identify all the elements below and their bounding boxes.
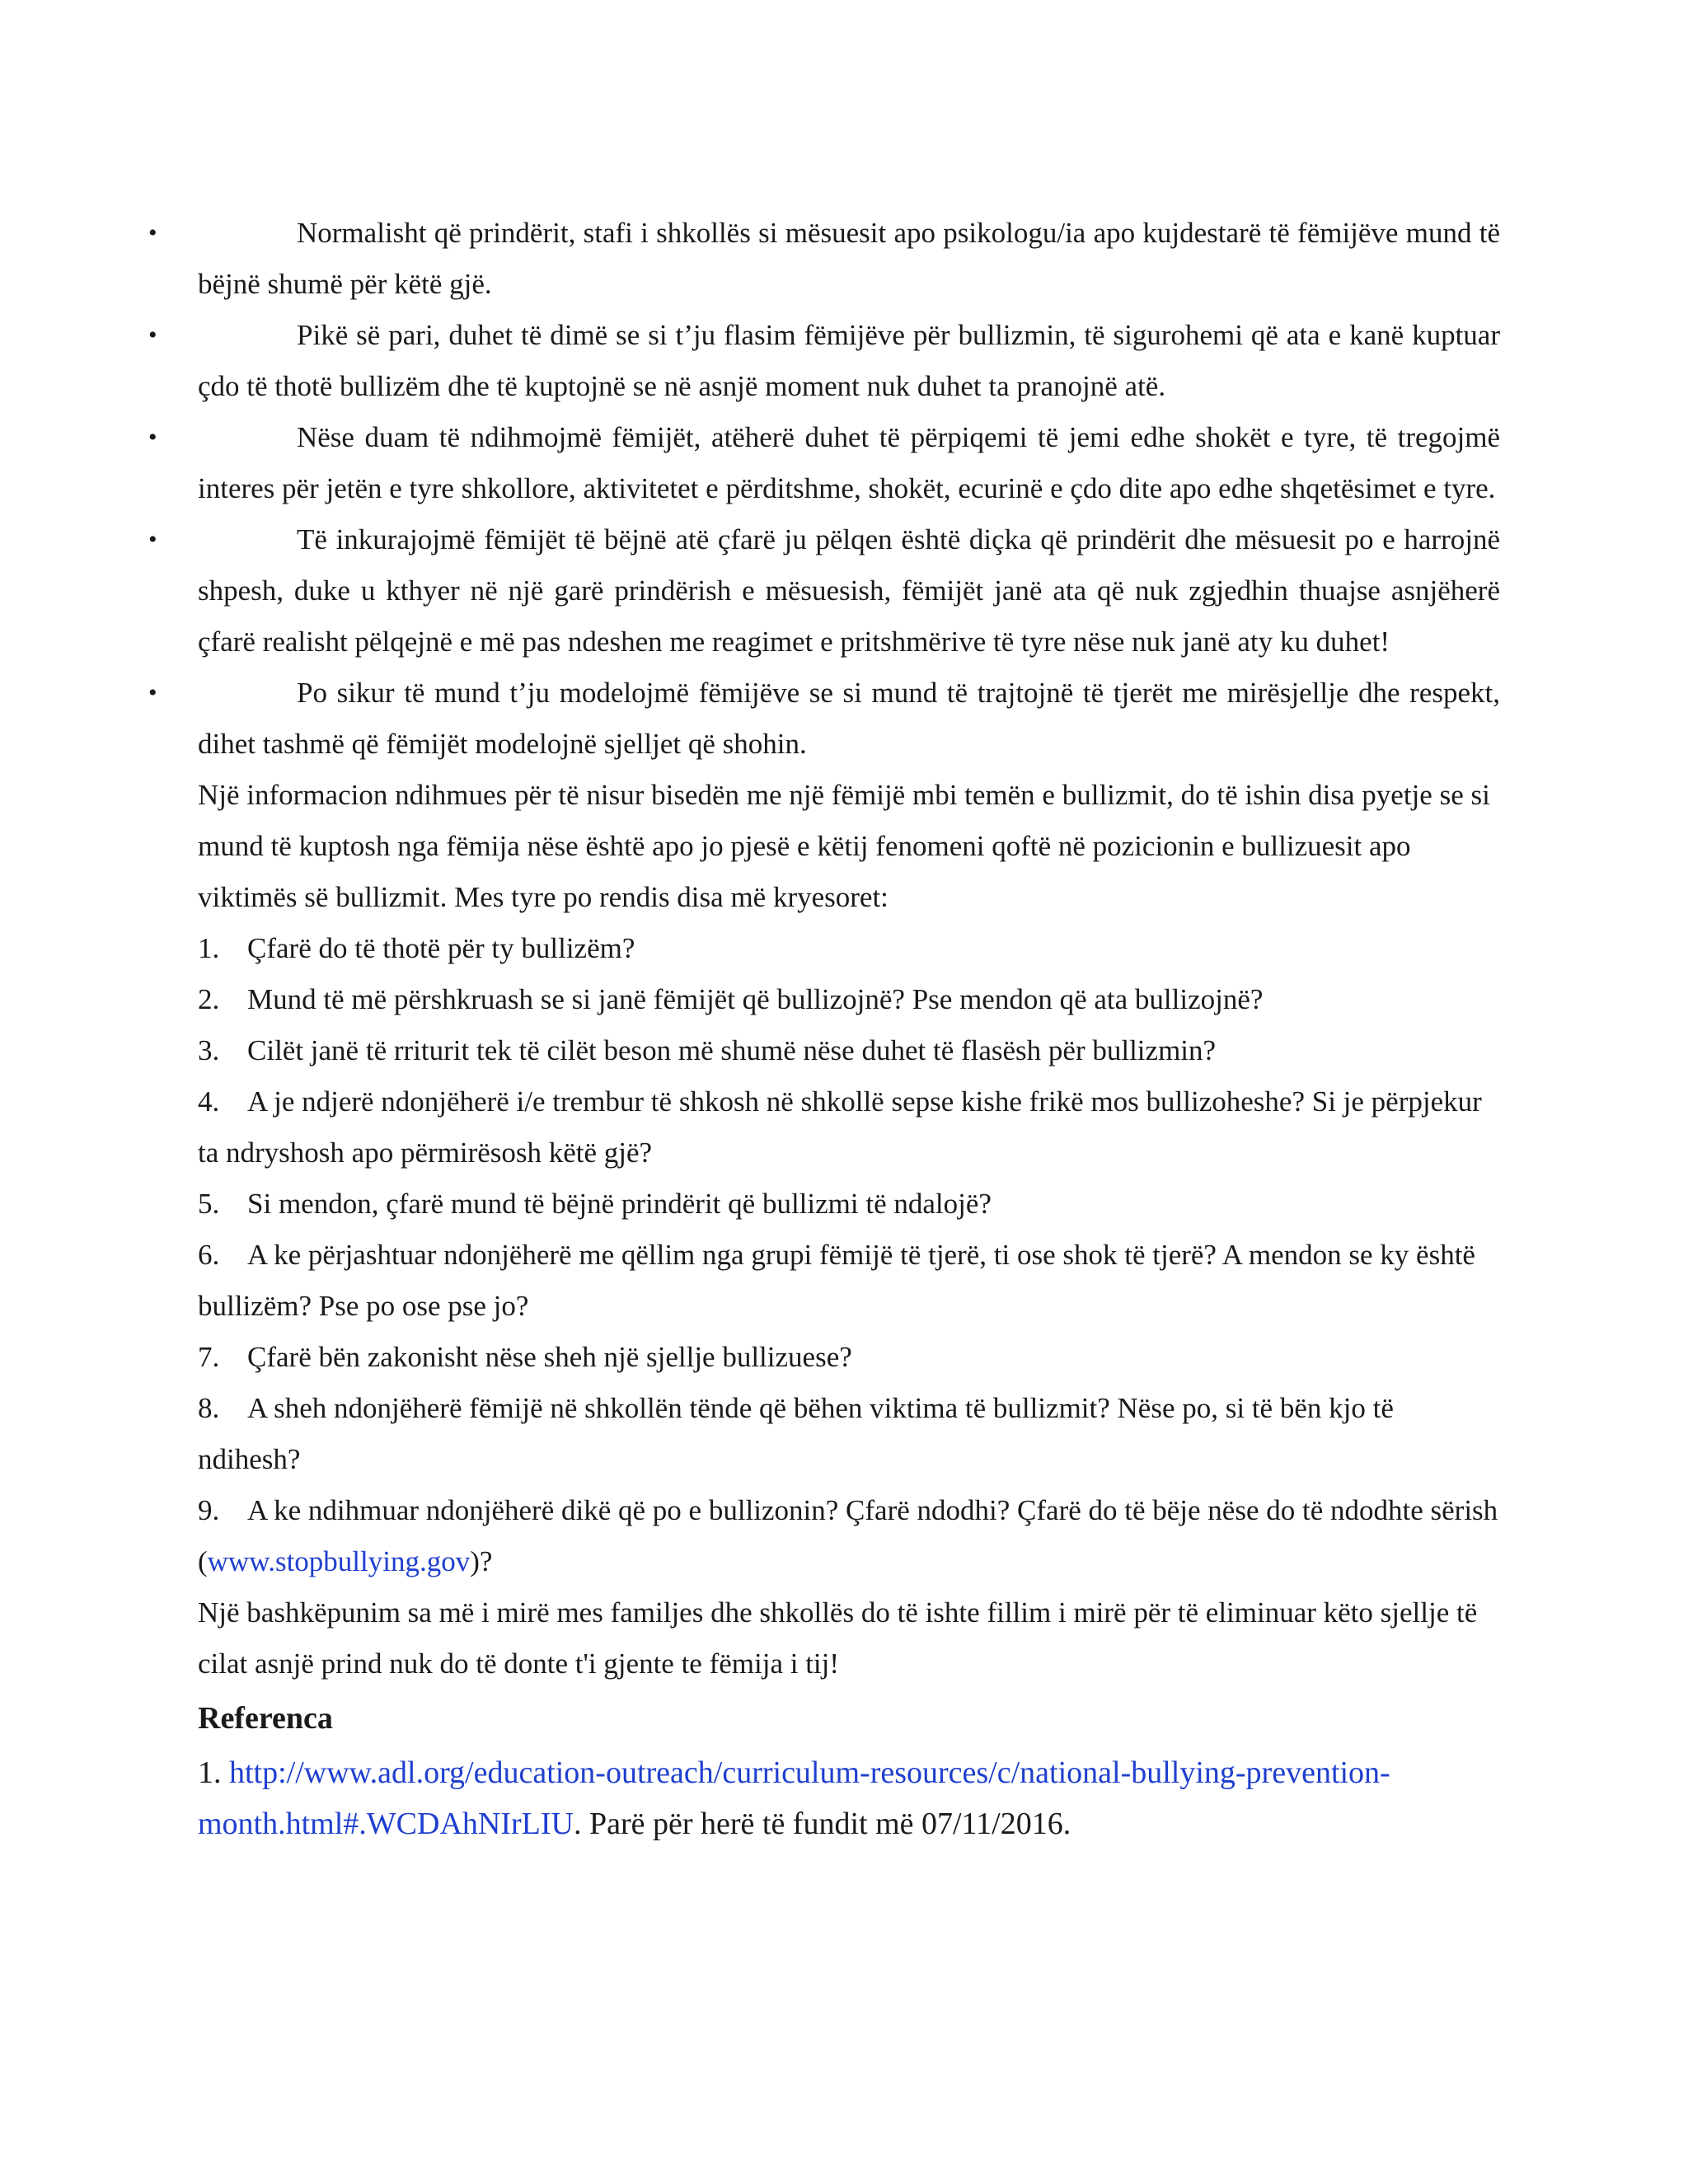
question-number: 8.	[198, 1392, 220, 1424]
question-list	[198, 923, 1500, 1587]
question-number: 3.	[198, 1034, 220, 1066]
bullet-item	[148, 208, 1500, 310]
bullet-icon: •	[148, 321, 157, 349]
question-item	[198, 1485, 1500, 1587]
question-item	[198, 1332, 1500, 1383]
question-number: 6.	[198, 1239, 220, 1271]
bullet-icon: •	[148, 679, 157, 706]
stopbullying-link[interactable]: www.stopbullying.gov	[207, 1545, 471, 1577]
bullet-icon: •	[148, 424, 157, 451]
bullet-item	[148, 310, 1500, 412]
question-text: Çfarë bën zakonisht nëse sheh një sjellje bullizuese?	[247, 1341, 852, 1373]
bullet-icon: •	[148, 526, 157, 553]
question-item	[198, 1383, 1500, 1485]
question-text: Cilët janë të rriturit tek të cilët beson më shumë nëse duhet të flasësh për bullizmin?	[247, 1034, 1217, 1066]
question-number: 2.	[198, 983, 220, 1015]
reference-heading: Referenca	[198, 1701, 333, 1736]
question-text: Mund të më përshkruash se si janë fëmijët që bullizojnë? Pse mendon që ata bullizojnë?	[247, 983, 1264, 1015]
bullet-text: Të inkurajojmë fëmijët të bëjnë atë çfarë ju pëlqen është diçka që prindërit dhe mësuesit po e harrojnë shpesh, duke u kthyer në një garë prindërish e mësuesish, fëmijët janë ata që nuk zgjedhin thuajse asnjëherë çfarë realisht pëlqejnë e më pas ndeshen me reagimet e pritshmërive të tyre nëse nuk janë aty ku duhet!	[198, 523, 1500, 658]
question-text: A ke ndihmuar ndonjëherë dikë që po e bullizonin? Çfarë ndodhi? Çfarë do të bëje nëse do të ndodhte sërish (	[198, 1494, 1498, 1577]
closing-paragraph: Një bashkëpunim sa më i mirë mes familjes dhe shkollës do të ishte fillim i mirë për të eliminuar këto sjellje të cilat asnjë prind nuk do të donte t'i gjente te fëmija i tij!	[198, 1596, 1478, 1680]
bullet-item	[148, 514, 1500, 668]
bullet-item	[148, 412, 1500, 514]
reference-link[interactable]: http://www.adl.org/education-outreach/curriculum-resources/c/national-bullying-prevention-month.html#.WCDAhNIrLIU	[198, 1755, 1390, 1841]
question-text: Çfarë do të thotë për ty bullizëm?	[247, 932, 635, 964]
question-text: A je ndjerë ndonjëherë i/e trembur të shkosh në shkollë sepse kishe frikë mos bullizoheshe? Si je përpjekur ta ndryshosh apo përmirësosh këtë gjë?	[198, 1085, 1482, 1169]
question-number: 9.	[198, 1494, 220, 1526]
reference-item	[198, 1747, 1500, 1849]
question-number: 4.	[198, 1085, 220, 1118]
intro-paragraph: Një informacion ndihmues për të nisur bisedën me një fëmijë mbi temën e bullizmit, do të ishin disa pyetje se si mund të kuptosh nga fëmija nëse është apo jo pjesë e këtij fenomeni qoftë në pozicionin e bullizuesit apo viktimës së bullizmit. Mes tyre po rendis disa më kryesoret:	[198, 779, 1490, 913]
question-text: Si mendon, çfarë mund të bëjnë prindërit që bullizmi të ndalojë?	[247, 1188, 992, 1220]
question-item	[198, 1179, 1500, 1230]
bullet-item	[148, 668, 1500, 770]
bullet-list	[148, 208, 1500, 770]
bullet-text: Nëse duam të ndihmojmë fëmijët, atëherë duhet të përpiqemi të jemi edhe shokët e tyre, të tregojmë interes për jetën e tyre shkollore, aktivitetet e përditshme, shokët, ecurinë e çdo dite apo edhe shqetësimet e tyre.	[198, 421, 1500, 504]
question-item	[198, 974, 1500, 1025]
question-number: 1.	[198, 932, 220, 964]
bullet-text: Normalisht që prindërit, stafi i shkollës si mësuesit apo psikologu/ia apo kujdestarë të fëmijëve mund të bëjnë shumë për këtë gjë.	[198, 217, 1500, 300]
reference-number: 1.	[198, 1755, 229, 1790]
reference-note: . Parë për herë të fundit më 07/11/2016.	[573, 1807, 1071, 1841]
question-item	[198, 1076, 1500, 1179]
question-text-end: )?	[470, 1545, 493, 1577]
bullet-text: Pikë së pari, duhet të dimë se si t’ju flasim fëmijëve për bullizmin, të sigurohemi që ata e kanë kuptuar çdo të thotë bullizëm dhe të kuptojnë se në asnjë moment nuk duhet ta pranojnë atë.	[198, 319, 1500, 402]
bullet-text: Po sikur të mund t’ju modelojmë fëmijëve se si mund të trajtojnë të tjerët me mirësjellje dhe respekt, dihet tashmë që fëmijët modelojnë sjelljet që shohin.	[198, 677, 1500, 760]
question-item	[198, 923, 1500, 974]
question-item	[198, 1025, 1500, 1076]
question-text: A sheh ndonjëherë fëmijë në shkollën tënde që bëhen viktima të bullizmit? Nëse po, si të bën kjo të ndihesh?	[198, 1392, 1394, 1475]
document-body	[148, 208, 1500, 1849]
question-text: A ke përjashtuar ndonjëherë me qëllim nga grupi fëmijë të tjerë, ti ose shok të tjerë? A mendon se ky është bullizëm? Pse po ose pse jo?	[198, 1239, 1475, 1322]
bullet-icon: •	[148, 219, 157, 246]
question-number: 5.	[198, 1188, 220, 1220]
question-item	[198, 1230, 1500, 1332]
question-number: 7.	[198, 1341, 220, 1373]
